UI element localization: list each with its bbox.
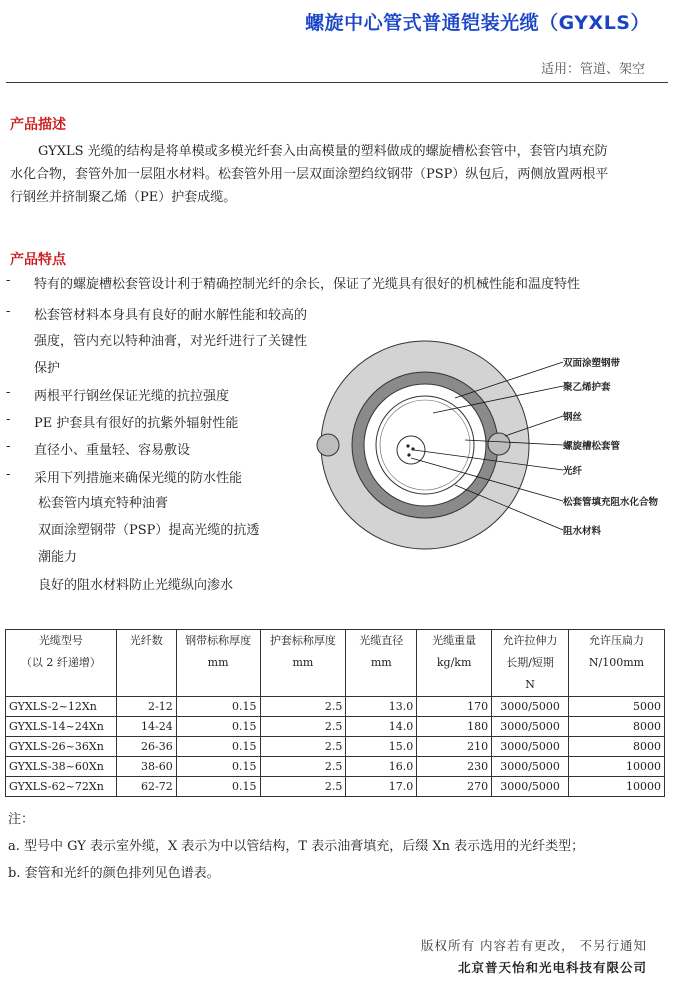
feature-item: 双面涂塑钢带（PSP）提高光缆的抗透 (38, 523, 260, 538)
label-pe-sheath: 聚乙烯护套 (563, 382, 611, 393)
feature-item: 松套管内填充特种油膏 (38, 496, 169, 511)
features-heading: 产品特点 (10, 252, 66, 268)
label-steel-wire: 钢丝 (563, 412, 583, 423)
header-tape-thickness: 钢带标称厚度 mm (176, 630, 260, 697)
cell: 180 (417, 717, 492, 737)
label-fiber: 光纤 (563, 466, 583, 477)
cell: 10000 (569, 757, 665, 777)
header-model: 光缆型号 （以 2 纤递增） (6, 630, 117, 697)
description-paragraph (10, 140, 660, 209)
label-loose-tube: 螺旋槽松套管 (563, 441, 621, 452)
feature-item: - 特有的螺旋槽松套管设计利于精确控制光纤的余长，保证了光缆具有很好的机械性能和温度特性 (6, 273, 581, 292)
cell: 3000/5000 (492, 697, 569, 717)
cell: 14.0 (346, 717, 417, 737)
label-water-blocking: 阻水材料 (563, 526, 602, 537)
cell: 2.5 (260, 717, 346, 737)
cell: GYXLS-2~12Xn (6, 697, 117, 717)
note-b: b. 套管和光纤的颜色排列见色谱表。 (8, 866, 220, 881)
cell: 210 (417, 737, 492, 757)
feature-item: - 直径小、重量轻、容易敷设 (6, 439, 191, 458)
cell: 2.5 (260, 697, 346, 717)
cell: 13.0 (346, 697, 417, 717)
description-heading: 产品描述 (10, 117, 66, 133)
feature-item: - PE 护套具有很好的抗紫外辐射性能 (6, 412, 239, 431)
table-row (6, 717, 665, 737)
page-title: 螺旋中心管式普通铠装光缆（GYXLS） (305, 12, 650, 34)
table-row (6, 697, 665, 717)
copyright-notice: 版权所有 内容若有更改， 不另行通知 (421, 938, 647, 953)
description-line: 行钢丝并挤制聚乙烯（PE）护套成缆。 (10, 190, 237, 205)
cell: 0.15 (176, 697, 260, 717)
cell: 0.15 (176, 777, 260, 797)
feature-item: - 两根平行钢丝保证光缆的抗拉强度 (6, 385, 230, 404)
description-line: GYXLS 光缆的结构是将单模或多模光纤套入由高模量的塑料做成的螺旋槽松套管中，套管内填充防 (38, 144, 608, 159)
cell: 8000 (569, 737, 665, 757)
spec-table (5, 629, 665, 797)
cell: 230 (417, 757, 492, 777)
steel-wire-left-shape (317, 434, 339, 456)
cell: GYXLS-26~36Xn (6, 737, 117, 757)
applicable-scenarios: 适用：管道、架空 (540, 62, 645, 77)
cell: 270 (417, 777, 492, 797)
steel-wire-right-shape (488, 433, 510, 455)
cell: 3000/5000 (492, 757, 569, 777)
table-row (6, 737, 665, 757)
feature-item: 保护 (34, 361, 61, 376)
cell: 3000/5000 (492, 737, 569, 757)
cell: 8000 (569, 717, 665, 737)
cell: 16.0 (346, 757, 417, 777)
cell: 38-60 (116, 757, 176, 777)
cell: 3000/5000 (492, 777, 569, 797)
cell: 0.15 (176, 737, 260, 757)
loose-tube-shape (376, 396, 474, 494)
header-tensile: 允许拉伸力 长期/短期 N (492, 630, 569, 697)
company-name: 北京普天怡和光电科技有限公司 (457, 960, 647, 975)
table-row (6, 777, 665, 797)
cell: GYXLS-62~72Xn (6, 777, 117, 797)
table-row (6, 757, 665, 777)
header-fiber-count: 光纤数 (116, 630, 176, 697)
fiber-bundle-shape (397, 436, 425, 464)
header-crush: 允许压扁力 N/100mm (569, 630, 665, 697)
feature-item: - 松套管材料本身具有良好的耐水解性能和较高的 (6, 304, 308, 323)
header-sheath-thickness: 护套标称厚度 mm (260, 630, 346, 697)
cell: 2-12 (116, 697, 176, 717)
cell: 62-72 (116, 777, 176, 797)
cell: 5000 (569, 697, 665, 717)
table-header-row (6, 630, 665, 697)
label-psp-tape: 双面涂塑钢带 (563, 358, 621, 369)
header-diameter: 光缆直径 mm (346, 630, 417, 697)
cell: 26-36 (116, 737, 176, 757)
cell: 14-24 (116, 717, 176, 737)
cell: 0.15 (176, 717, 260, 737)
fiber-dot (407, 453, 410, 456)
cell: 170 (417, 697, 492, 717)
cell: 15.0 (346, 737, 417, 757)
cable-cross-section-diagram (305, 340, 670, 555)
feature-item: 良好的阻水材料防止光缆纵向渗水 (38, 578, 234, 593)
description-line: 水化合物，套管外加一层阻水材料。松套管外用一层双面涂塑绉纹钢带（PSP）纵包后，两侧放置两根平 (10, 167, 609, 182)
header-divider (6, 82, 668, 83)
notes-label: 注： (8, 812, 35, 827)
note-a: a. 型号中 GY 表示室外缆，X 表示为中以管结构，T 表示油膏填充，后缀 Xn 表示选用的光纤类型； (8, 839, 585, 854)
feature-item: - 采用下列措施来确保光缆的防水性能 (6, 467, 243, 486)
cell: 2.5 (260, 737, 346, 757)
cell: 17.0 (346, 777, 417, 797)
cell: 10000 (569, 777, 665, 797)
cell: GYXLS-38~60Xn (6, 757, 117, 777)
cell: GYXLS-14~24Xn (6, 717, 117, 737)
feature-item: 潮能力 (38, 550, 78, 565)
cell: 2.5 (260, 777, 346, 797)
header-weight: 光缆重量 kg/km (417, 630, 492, 697)
cell: 3000/5000 (492, 717, 569, 737)
cell: 2.5 (260, 757, 346, 777)
fiber-dot (406, 444, 409, 447)
label-tube-filling: 松套管填充阻水化合物 (563, 497, 659, 508)
cell: 0.15 (176, 757, 260, 777)
feature-item: 强度，管内充以特种油膏，对光纤进行了关键性 (34, 334, 308, 349)
